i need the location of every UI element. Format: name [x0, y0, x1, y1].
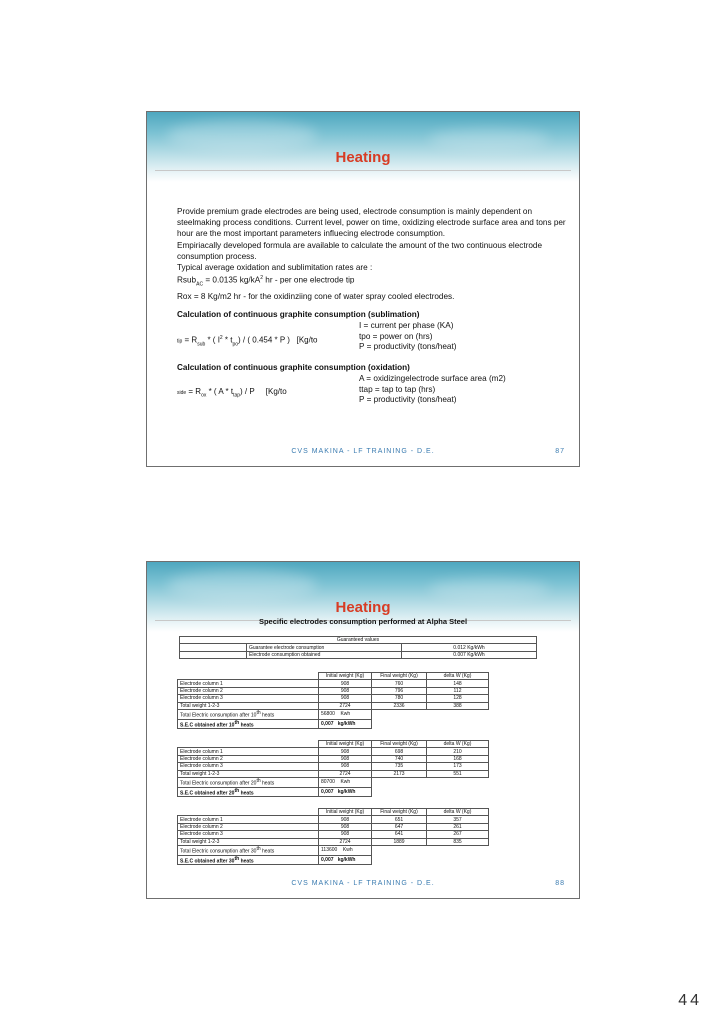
- formula-definitions: A = oxidizingelectrode surface area (m2) ttap = tap to tap (hrs) P = productivity (tons/heat): [359, 374, 506, 405]
- table-row: Electrode column 3 908 735 173: [178, 763, 489, 770]
- table-row: S.E.C obtained after 10th heats 0,007 kg/kWh: [178, 719, 489, 729]
- sublimation-rate: Rsub$_{AC}$ = 0.0135 $kg/kA^2$ hr - per one electrode tip: [177, 275, 355, 288]
- paragraph: Provide premium grade electrodes are being used, electrode consumption is mainly dependent on steelmaking process conditions. Current level, power on time, oxidizing electrode surface area and tons per hour are the most important parameters influecing electrode consumption.: [177, 207, 566, 239]
- page-number: 44: [678, 992, 702, 1009]
- guaranteed-values-table: [179, 636, 537, 659]
- table-row: Total Electric consumption after 20th heats 80700 Kwh: [178, 777, 489, 787]
- footer-text: CVS MAKINA - LF TRAINING - D.E.: [291, 880, 435, 887]
- heading-oxidation: Calculation of continuous graphite consumption (oxidation): [177, 363, 410, 373]
- slide-number: 88: [555, 880, 565, 887]
- table-row: Electrode column 2 908 796 112: [178, 687, 489, 694]
- formula-text: side = $R_{ox}$ * ( A * $t_{tap}$) / P [Kg/to: [177, 387, 287, 399]
- slide-subtitle: Specific electrodes consumption performed at Alpha Steel: [258, 617, 468, 626]
- table-row: Total Electric consumption after 10th heats 56800 Kwh: [178, 709, 489, 719]
- table-row: Electrode column 3 908 780 128: [178, 695, 489, 702]
- table-row: S.E.C obtained after 30th heats 0,007 kg/kWh: [178, 855, 489, 865]
- table-row: Total Electric consumption after 30th heats 113600 Kwh: [178, 845, 489, 855]
- slide-87: [146, 111, 580, 467]
- formula-definitions: I = current per phase (KA) tpo = power on (hrs) P = productivity (tons/heat): [359, 321, 457, 352]
- slide-title: Heating: [335, 149, 391, 166]
- table-row: Electrode column 2 908 740 168: [178, 755, 489, 762]
- formula-text: tip = $R_{sub}$ * ( $I^2 * t_{po}$) / ( 0.454 * P ) [Kg/to: [177, 335, 318, 348]
- table-row: Guarantee electrode consumption 0.012 Kg/kWh: [180, 644, 537, 651]
- paragraph: Typical average oxidation and sublimitation rates are :: [177, 263, 373, 273]
- table-row: Electrode column 1 908 698 210: [178, 748, 489, 755]
- table-row: Electrode column 2 908 647 261: [178, 823, 489, 830]
- formula-oxidation: [177, 374, 569, 408]
- slide-number: 87: [555, 448, 565, 455]
- formula-sublimation: [177, 321, 569, 355]
- table-row: Electrode column 1 908 651 357: [178, 816, 489, 823]
- weights-table-20-heats: Initial weight (Kg) Final weight (Kg) delta W (Kg) Electrode column 1 908 698 210 Electrode column 2 908 740 168 Electrode column 3 908 735 173 Total weight 1-2-3 2724 2173 551 Total Electric consumption after 20th heats 80700 Kwh S.E.C obtained after 20th heats 0,007 kg/kWh: [177, 740, 489, 797]
- footer-text: CVS MAKINA - LF TRAINING - D.E.: [291, 448, 435, 455]
- slide-footer: [147, 448, 579, 462]
- weights-table-30-heats: Initial weight (Kg) Final weight (Kg) delta W (Kg) Electrode column 1 908 651 357 Electrode column 2 908 647 261 Electrode column 3 908 641 267 Total weight 1-2-3 2724 1889 835 Total Electric consumption after 30th heats 113600 Kwh S.E.C obtained after 30th heats 0,007 kg/kWh: [177, 808, 489, 865]
- oxidation-rate: Rox = 8 Kg/m2 hr - for the oxidinziing cone of water spray cooled electrodes.: [177, 291, 455, 301]
- table-header: Guaranteed values: [180, 637, 537, 644]
- sky-banner: [147, 112, 579, 182]
- table-row: Total weight 1-2-3 2724 2173 551: [178, 770, 489, 777]
- table-row: Total weight 1-2-3 2724 1889 835: [178, 838, 489, 845]
- slide-title: Heating: [335, 599, 391, 616]
- table-row: Total weight 1-2-3 2724 2336 388: [178, 702, 489, 709]
- table-row: Electrode column 3 908 641 267: [178, 831, 489, 838]
- title-divider: [155, 170, 571, 171]
- table-row: Electrode consumption obtained 0.007 Kg/kWh: [180, 651, 537, 658]
- heading-sublimation: Calculation of continuous graphite consumption (sublimation): [177, 310, 420, 319]
- paragraph: Empiriacally developed formula are available to calculate the amount of the two continuous electrode consumption process.: [177, 240, 543, 261]
- slide-footer: [147, 880, 579, 894]
- slide-body: [177, 206, 569, 408]
- table-row: S.E.C obtained after 20th heats 0,007 kg/kWh: [178, 787, 489, 797]
- table-row: Electrode column 1 908 760 148: [178, 680, 489, 687]
- weights-table-10-heats: Initial weight (Kg) Final weight (Kg) delta W (Kg) Electrode column 1 908 760 148 Electrode column 2 908 796 112 Electrode column 3 908 780 128 Total weight 1-2-3 2724 2336 388 Total Electric consumption after 10th heats 56800 Kwh S.E.C obtained after 10th heats 0,007 kg/kWh: [177, 672, 489, 729]
- slide-88: [146, 561, 580, 899]
